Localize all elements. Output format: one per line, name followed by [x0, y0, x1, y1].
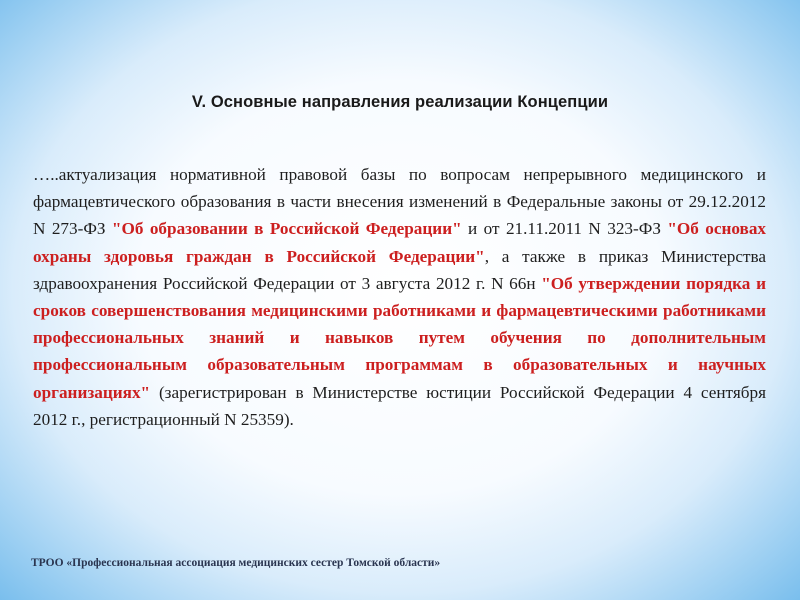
order-title: "Об утверждении порядка и сроков совершенствования медицинскими работниками и фармацевтическими работниками профессиональных знаний и навыков путем обучения по дополнительным профессиональным образовательным программам в образовательных и научных организациях" [33, 273, 766, 402]
slide-title: V. Основные направления реализации Концепции [191, 93, 609, 111]
body-paragraph [33, 161, 766, 433]
footer-organization: ТРОО «Профессиональная ассоциация медицинских сестер Томской области» [31, 557, 441, 569]
paragraph-segment: (зарегистрирован в Министерстве юстиции Российской Федерации 4 сентября 2012 г., регистрационный N 25359). [33, 382, 766, 429]
law-title-health: "Об основах охраны здоровья граждан в Российской Федерации" [33, 219, 767, 266]
paragraph-segment: , а также в приказ Министерства здравоохранения Российской Федерации от 3 августа 2012 г. N 66н [33, 246, 766, 293]
paragraph-segment: …..актуализация нормативной правовой базы по вопросам непрерывного медицинского и фармацевтического образования в части внесения изменений в Федеральные законы от 29.12.2012 N 273-ФЗ [33, 165, 766, 239]
paragraph-segment: и от 21.11.2011 N 323-ФЗ [461, 219, 668, 239]
law-title-education: "Об образовании в Российской Федерации" [111, 219, 462, 239]
